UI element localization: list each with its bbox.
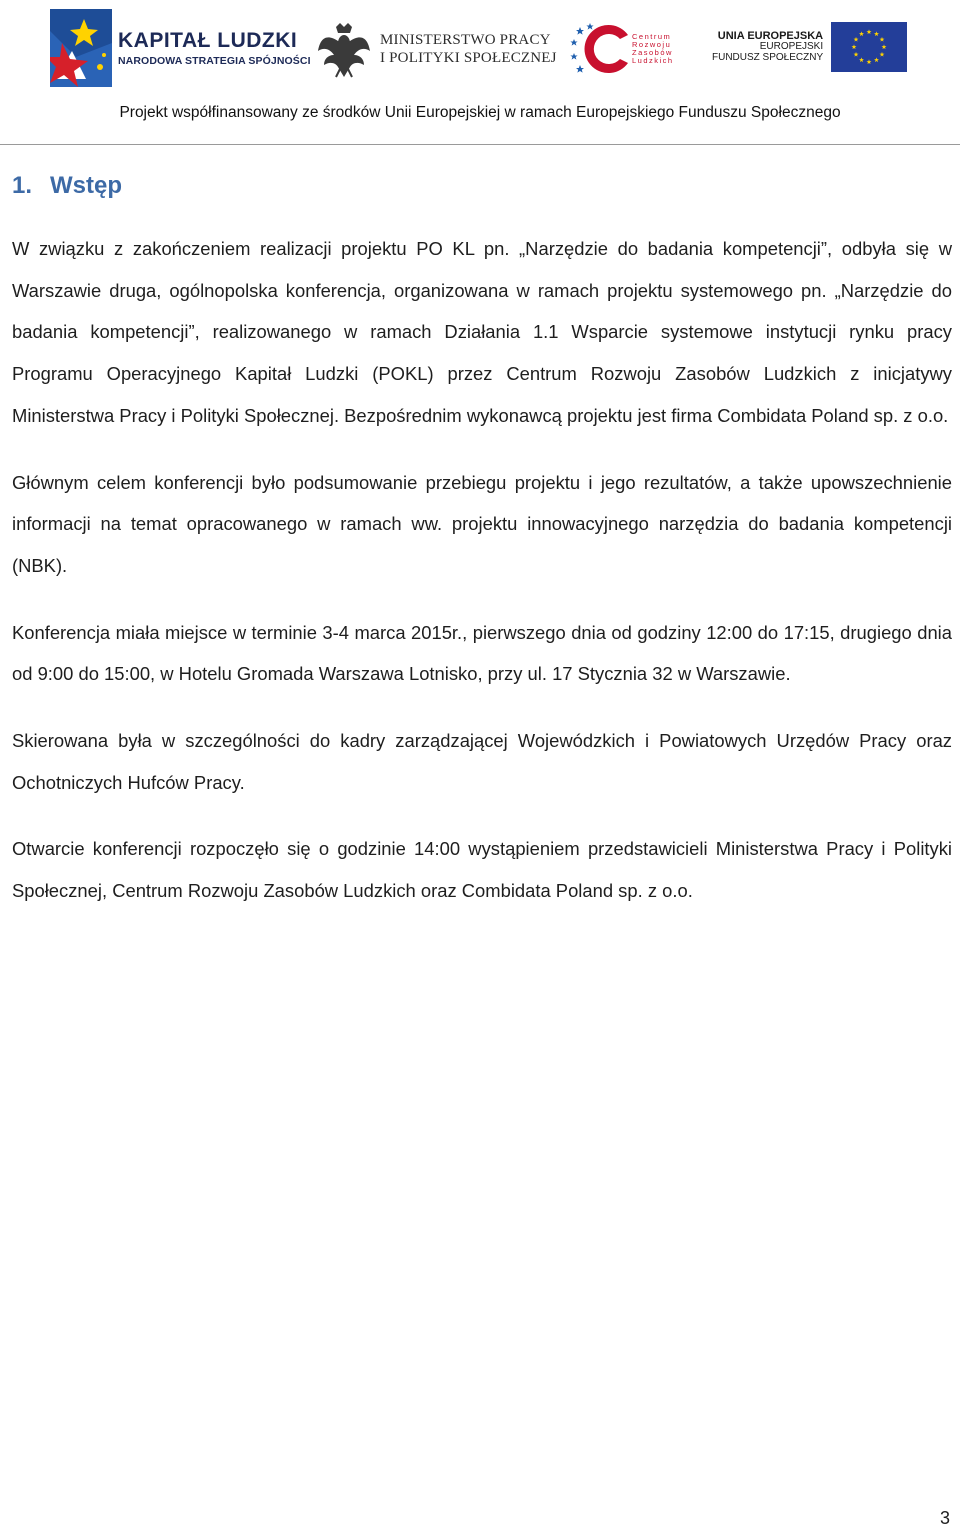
unia-line2: EUROPEJSKI — [759, 41, 824, 53]
header-divider — [0, 144, 960, 145]
centrum-line4: Ludzkich — [632, 56, 674, 66]
ministerstwo-line1: MINISTERSTWO PRACY — [380, 32, 551, 49]
paragraph: Głównym celem konferencji było podsumowanie przebiegu projektu i jego rezultatów, a także upowszechnienie informacji na temat opracowanego w ramach ww. projektu innowacyjnego narzędzia do badania kompetencji (NBK). — [12, 471, 952, 576]
paragraph: W związku z zakończeniem realizacji projektu PO KL pn. „Narzędzie do badania kompetencji”, odbyła się w Warszawie druga, ogólnopolska konferencja, organizowana w ramach projektu systemowego pn. „Narzędzie do badania kompetencji”, realizowanego w ramach Działania 1.1 Wsparcie systemowe instytucji rynku pracy Programu Operacyjnego Kapitał Ludzki (POKL) przez Centrum Rozwoju Zasobów Ludzkich z inicjatywy Ministerstwa Pracy i Polityki Społecznej. Bezpośrednim wykonawcą projektu jest firma Combidata Poland sp. z o.o. — [12, 238, 952, 426]
centrum-line2: Rozwoju — [632, 39, 672, 49]
section-heading — [12, 172, 122, 200]
unia-europejska-logo — [712, 22, 907, 72]
unia-line3: FUNDUSZ SPOŁECZNY — [712, 51, 824, 63]
kapital-ludzki-logo — [50, 8, 311, 88]
section-number: 1. — [12, 172, 33, 199]
centrum-line3: Zasobów — [632, 48, 673, 57]
polish-eagle-icon — [316, 21, 372, 79]
body-text — [12, 228, 952, 937]
ministerstwo-line2: I POLITYKI SPOŁECZNEJ — [380, 50, 557, 66]
crzl-emblem-icon — [570, 21, 630, 77]
ministerstwo-logo — [316, 20, 557, 80]
cofinancing-caption: Projekt współfinansowany ze środków Unii Europejskiej w ramach Europejskiego Funduszu Społecznego — [119, 104, 841, 121]
centrum-logo — [570, 20, 674, 78]
paragraph: Konferencja miała miejsce w terminie 3-4 marca 2015r., pierwszego dnia od godziny 12:00 do 17:15, drugiego dnia od 9:00 do 15:00, w Hotelu Gromada Warszawa Lotnisko, przy ul. 17 Stycznia 32 w Warszawie. — [12, 621, 952, 685]
paragraph: Skierowana była w szczególności do kadry zarządzającej Wojewódzkich i Powiatowych Urzędów Pracy oraz Ochotniczych Hufców Pracy. — [12, 730, 952, 793]
unia-line1: UNIA EUROPEJSKA — [717, 29, 824, 42]
centrum-line1: Centrum — [632, 31, 672, 41]
kapital-ludzki-emblem-icon — [50, 9, 112, 87]
section-title: Wstęp — [50, 172, 123, 199]
kapital-ludzki-title: KAPITAŁ LUDZKI — [118, 28, 298, 52]
header-logos — [0, 0, 960, 100]
eu-flag-icon — [831, 22, 907, 72]
kapital-ludzki-subtitle: NARODOWA STRATEGIA SPÓJNOŚCI — [118, 54, 311, 67]
paragraph: Otwarcie konferencji rozpoczęło się o godzinie 14:00 wystąpieniem przedstawicieli Ministerstwa Pracy i Polityki Społecznej, Centrum Rozwoju Zasobów Ludzkich oraz Combidata Poland sp. z o.o. — [12, 838, 952, 902]
page-number: 3 — [940, 1508, 951, 1528]
